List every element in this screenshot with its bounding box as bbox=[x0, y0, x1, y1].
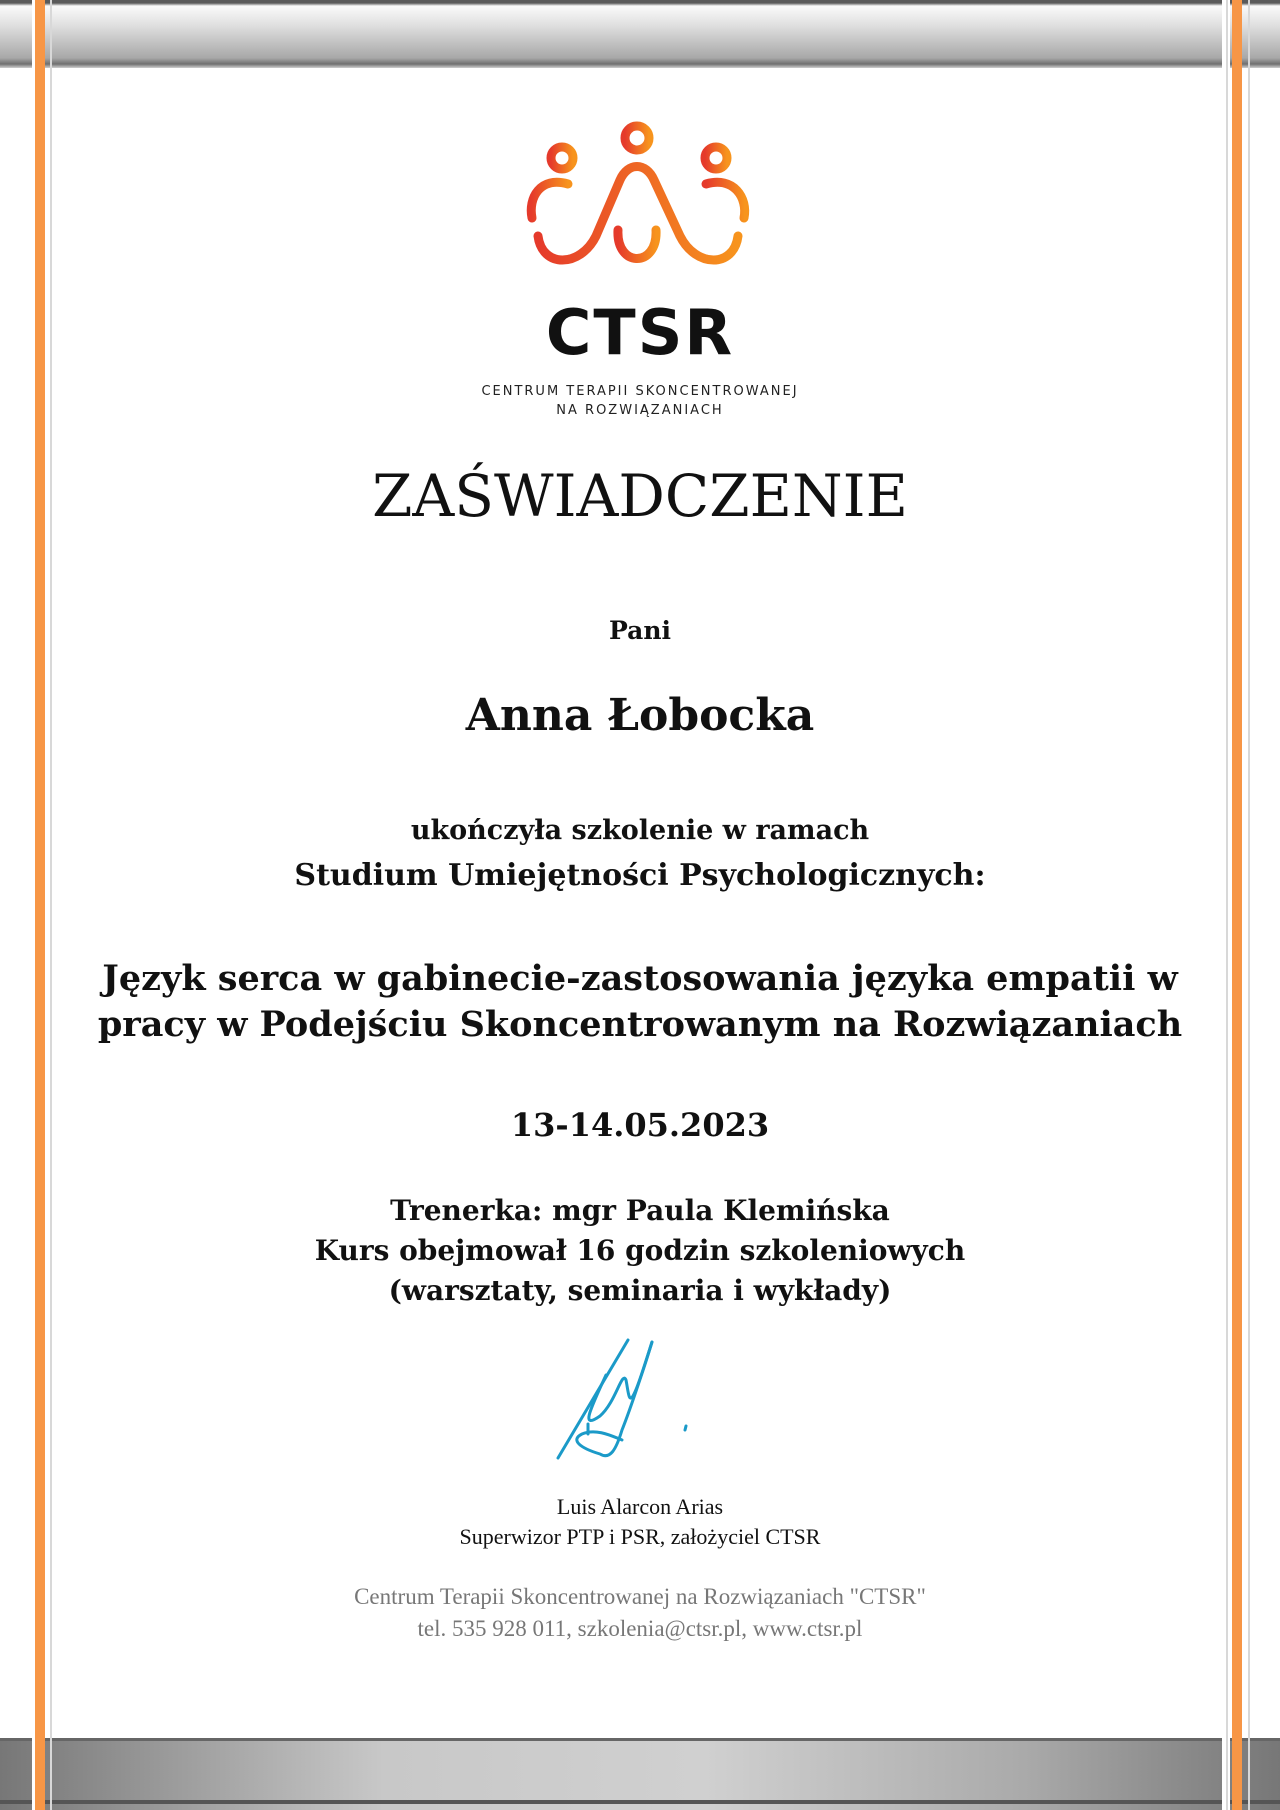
course-date: 13-14.05.2023 bbox=[510, 1106, 770, 1144]
signatory-name: Luis Alarcon Arias bbox=[556, 1494, 724, 1519]
course-title-line2: pracy w Podejściu Skoncentrowanym na Rozwiązaniach bbox=[97, 1004, 1183, 1045]
salutation: Pani bbox=[609, 616, 671, 645]
trainer: Trenerka: mgr Paula Klemińska bbox=[390, 1194, 890, 1227]
signature bbox=[540, 1330, 740, 1470]
program-name: Studium Umiejętności Psychologicznych: bbox=[294, 858, 986, 893]
logo-acronym: CTSR bbox=[545, 296, 735, 369]
footer-organization: Centrum Terapii Skoncentrowanej na Rozwiązaniach "CTSR" bbox=[354, 1584, 926, 1609]
course-title-line1: Język serca w gabinecie-zastosowania języka empatii w bbox=[102, 958, 1178, 999]
signatory-role: Superwizor PTP i PSR, założyciel CTSR bbox=[459, 1524, 821, 1549]
header-bar bbox=[0, 0, 1280, 68]
footer-contact: tel. 535 928 011, szkolenia@ctsr.pl, www.ctsr.pl bbox=[417, 1616, 863, 1641]
course-format: (warsztaty, seminaria i wykłady) bbox=[388, 1274, 892, 1307]
logo-subtitle-line2: NA ROZWIĄZANIACH bbox=[556, 403, 724, 418]
ctsr-logo-people-icon bbox=[520, 118, 760, 278]
course-hours: Kurs obejmował 16 godzin szkoleniowych bbox=[314, 1234, 966, 1267]
logo-subtitle-line1: CENTRUM TERAPII SKONCENTROWANEJ bbox=[481, 384, 799, 399]
certificate-heading: ZAŚWIADCZENIE bbox=[372, 462, 908, 530]
footer-bar bbox=[0, 1738, 1280, 1810]
recipient-name: Anna Łobocka bbox=[465, 690, 815, 741]
completed-line: ukończyła szkolenie w ramach bbox=[410, 815, 870, 846]
